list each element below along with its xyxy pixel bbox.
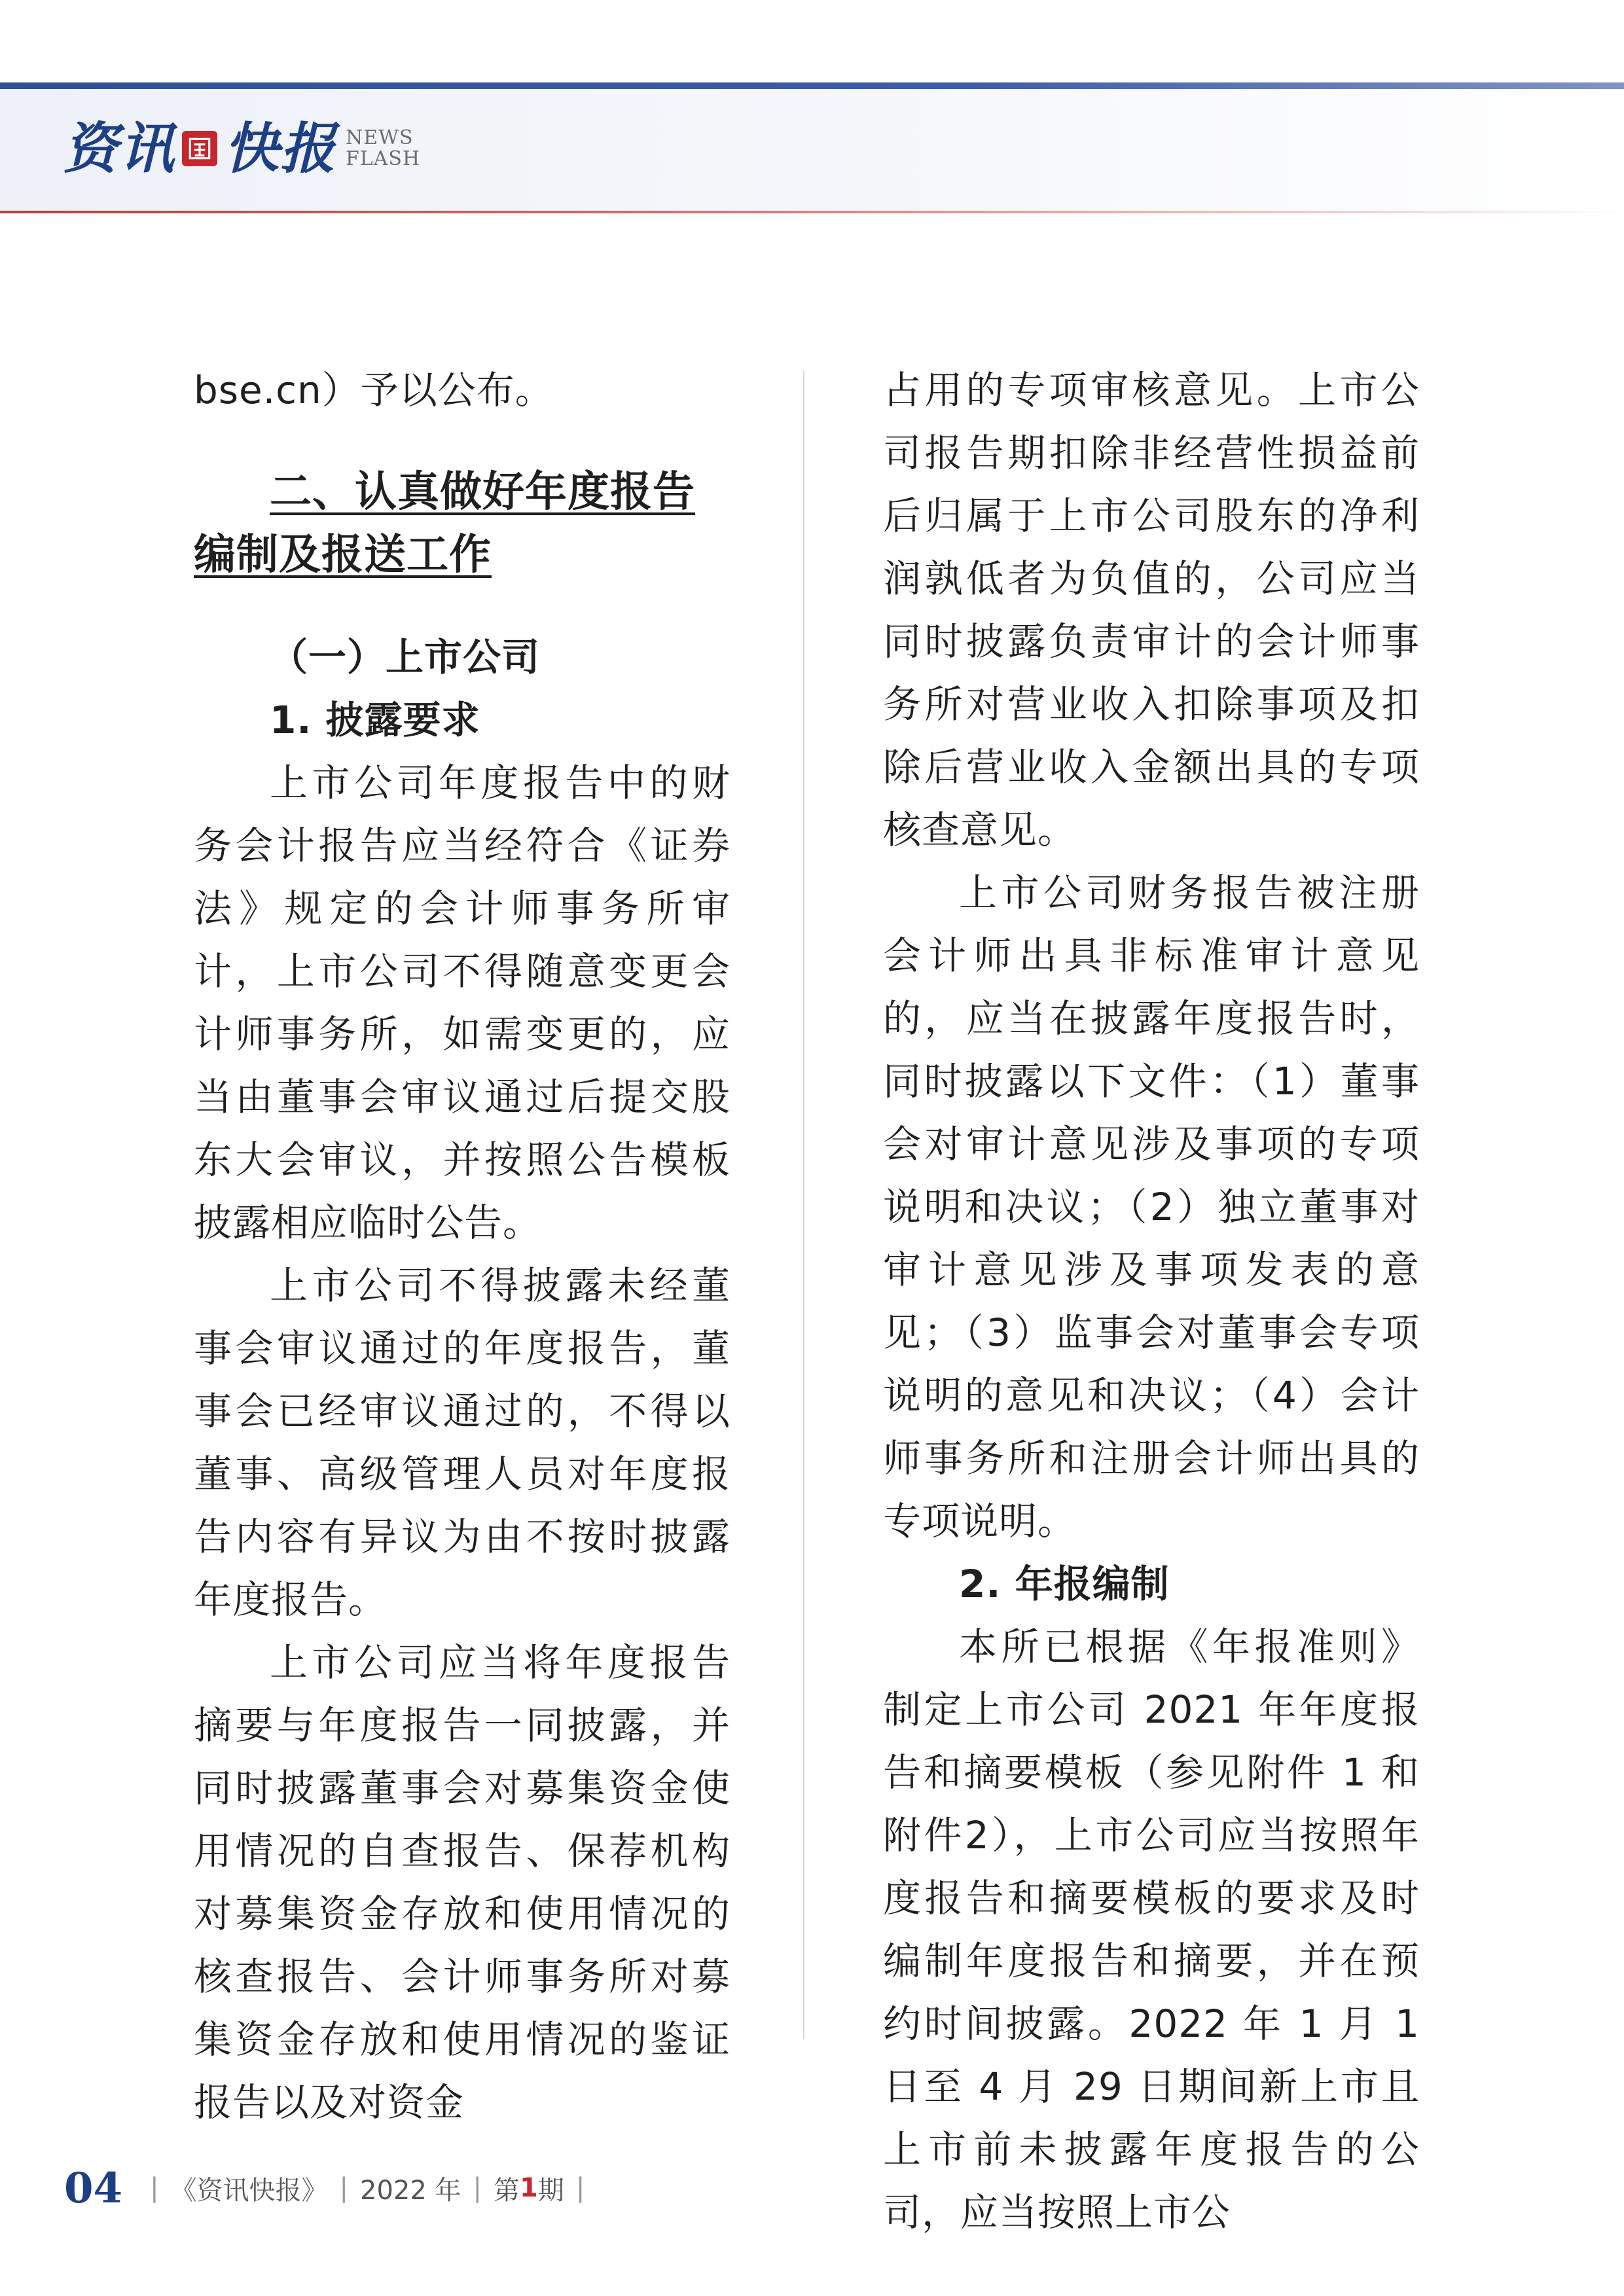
- left-paragraph-4: 上市公司应当将年度报告摘要与年度报告一同披露，并同时披露董事会对募集资金使用情况的自查报告、保荐机构对募集资金存放和使用情况的核查报告、会计师事务所对募集资金存放和使用情况的鉴证报告以及对资金: [194, 1640, 731, 2125]
- subsection-heading: （一）上市公司: [270, 635, 541, 679]
- footer-publication: 《资讯快报》: [170, 2175, 328, 2206]
- logo-text-left: 资讯: [63, 116, 176, 181]
- left-paragraph-1: bse.cn）予以公布。: [194, 368, 554, 412]
- left-column: [194, 359, 731, 2134]
- left-paragraph-2: 上市公司年度报告中的财务会计报告应当经符合《证券法》规定的会计师事务所审计，上市公司不得随意变更会计师事务所，如需变更的，应当由董事会审议通过后提交股东大会审议，并按照公告模板披露相应临时公告。: [194, 761, 731, 1245]
- footer-issue-prefix: 第: [494, 2175, 520, 2206]
- footer-issue-suffix: 期: [537, 2175, 564, 2206]
- right-paragraph-1: 占用的专项审核意见。上市公司报告期扣除非经营性损益前后归属于上市公司股东的净利润孰低者为负值的，公司应当同时披露负责审计的会计师事务所对营业收入扣除事项及扣除后营业收入金额出具的专项核查意见。: [883, 368, 1420, 852]
- right-paragraph-2: 上市公司财务报告被注册会计师出具非标准审计意见的，应当在披露年度报告时，同时披露以下文件：（1）董事会对审计意见涉及事项的专项说明和决议；（2）独立董事对审计意见涉及事项发表的意见；（3）监事会对董事会专项说明的意见和决议；（4）会计师事务所和注册会计师出具的专项说明。: [883, 870, 1420, 1543]
- header-rule: [0, 211, 1624, 213]
- footer-separator: |: [339, 2173, 349, 2203]
- page-number: 04: [64, 2163, 123, 2213]
- logo-english-line1: NEWS: [346, 126, 414, 149]
- column-divider: [803, 370, 804, 2039]
- logo-text-right: 快报: [224, 116, 337, 181]
- publication-logo: [63, 113, 420, 185]
- footer-separator: |: [150, 2173, 159, 2203]
- page-footer: [64, 2159, 596, 2217]
- logo-english-line2: FLASH: [346, 147, 421, 170]
- seal-icon: [182, 131, 217, 166]
- logo-english: [346, 128, 420, 170]
- left-paragraph-3: 上市公司不得披露未经董事会审议通过的年度报告，董事会已经审议通过的，不得以董事、高级管理人员对年度报告内容有异议为由不按时披露年度报告。: [194, 1263, 731, 1622]
- footer-year: 2022 年: [360, 2175, 461, 2206]
- right-column: [883, 359, 1420, 2244]
- footer-separator: |: [473, 2173, 482, 2203]
- footer-issue-number: 1: [520, 2173, 538, 2203]
- header-top-line: [0, 82, 1624, 89]
- item-heading-2: 2. 年报编制: [959, 1562, 1170, 1606]
- footer-separator: |: [575, 2173, 585, 2203]
- section-heading: 二、认真做好年度报告编制及报送工作: [194, 468, 695, 579]
- item-heading-1: 1. 披露要求: [270, 698, 480, 742]
- right-paragraph-3: 本所已根据《年报准则》制定上市公司 2021 年年度报告和摘要模板（参见附件 1 和附件2），上市公司应当按照年度报告和摘要模板的要求及时编制年度报告和摘要，并在预约时间披露。2022 年 1 月 1 日至 4 月 29 日期间新上市且上市前未披露年度报告的公司，应当按照上市公: [883, 1624, 1420, 2234]
